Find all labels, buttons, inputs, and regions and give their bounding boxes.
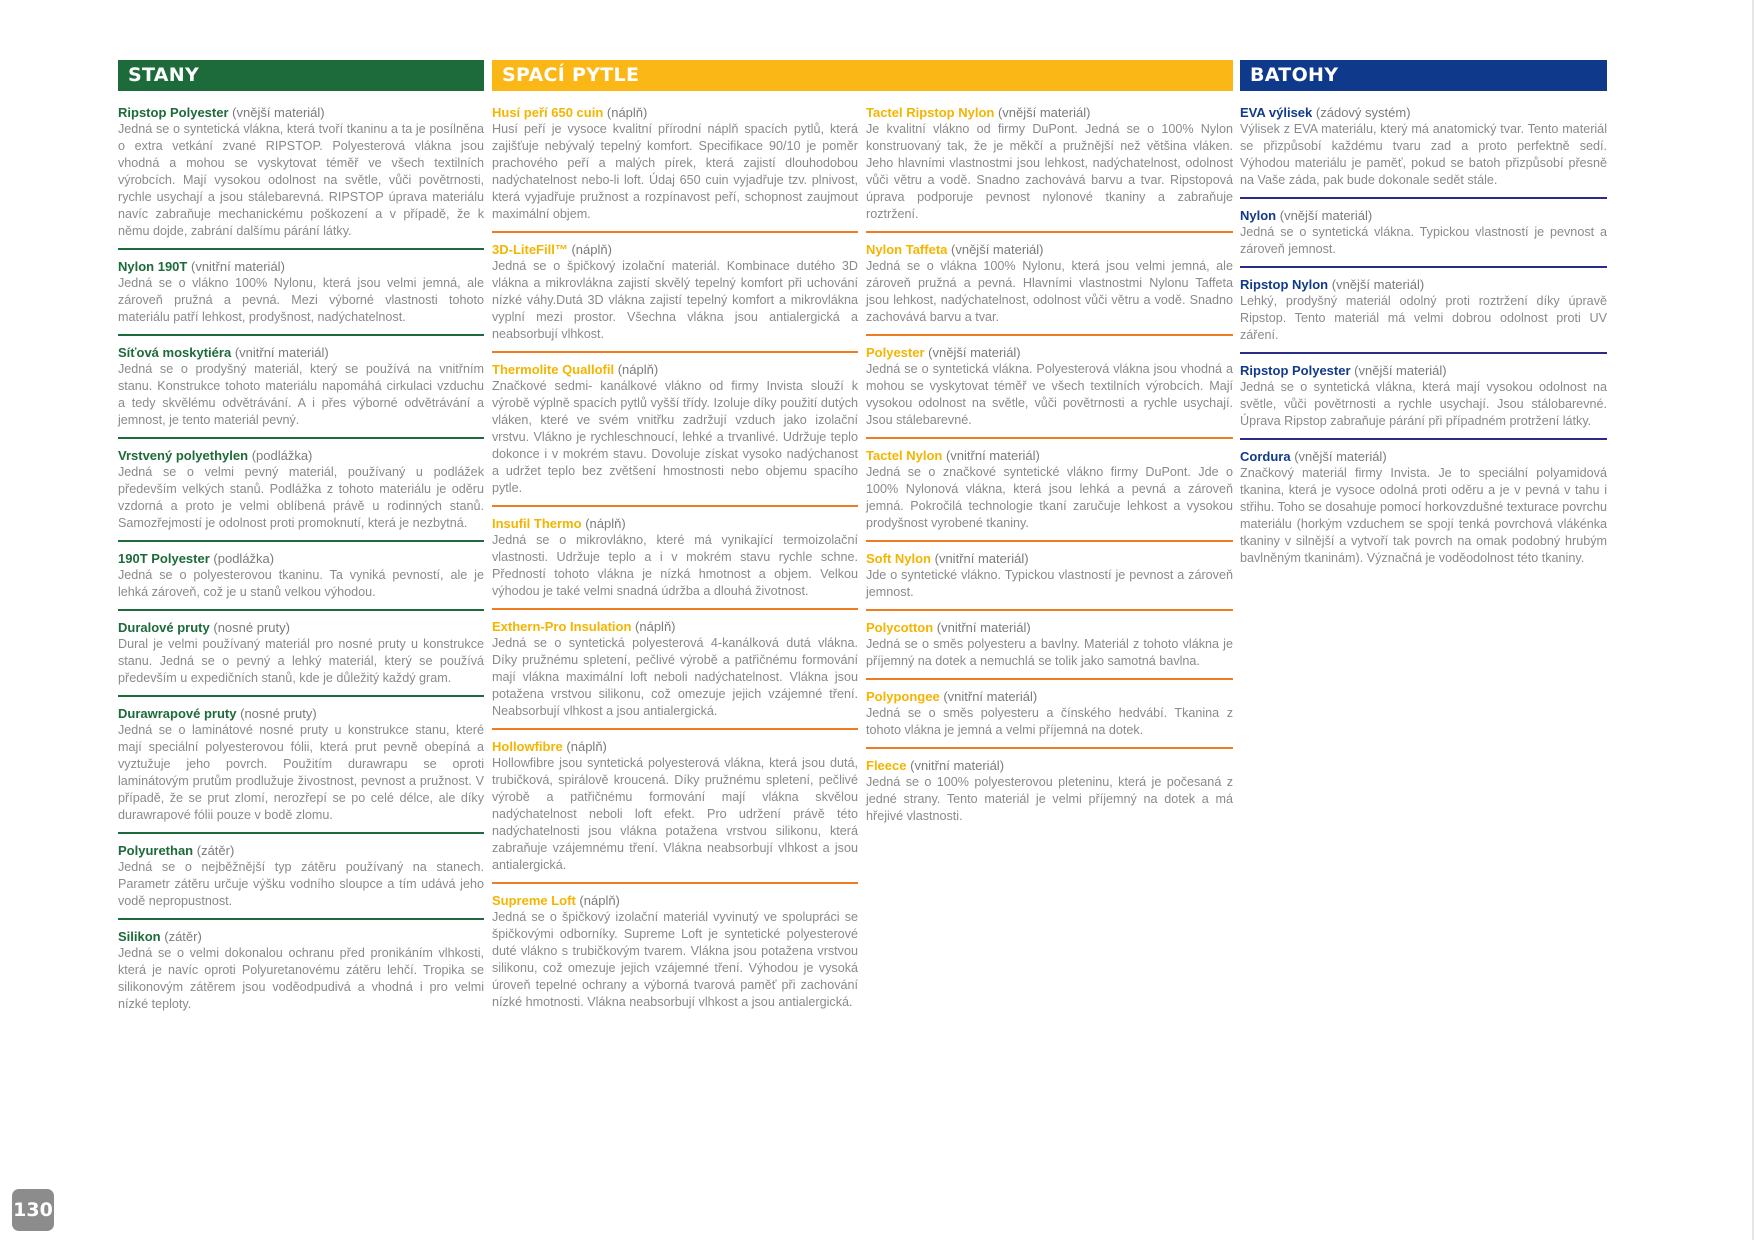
material-type: (zádový systém): [1315, 105, 1411, 120]
material-description: Značkový materiál firmy Invista. Je to speciální polyamidová tkanina, která je vysoce odolná proti oděru a je v pevná v tahu i střihu. Toho se dosahuje pomocí horkovzdušné texturace povrchu materiálu (horkým vzduchem se spojí tenká povrchová vlákénka tkaniny v silnější a vytvoří tak povrch na omak podobný hrubým bavlněným tkaninám). Význačná je voděodolnost této tkaniny.: [1240, 466, 1607, 565]
material-description: Jedná se o prodyšný materiál, který se používá na vnitřním stanu. Konstrukce tohoto materiálu napomáhá cirkulaci vzduchu a tedy skvělému odvětrávání. A i přes výborné odvětrávání a jemnost, je tento materiál pevný.: [118, 362, 484, 427]
material-entry: [866, 447, 1233, 542]
material-type: (náplň): [566, 739, 607, 754]
material-heading: [492, 361, 858, 378]
material-type: (vnější materiál): [1279, 208, 1373, 223]
material-description: Jedná se o velmi dokonalou ochranu před pronikáním vlhkosti, která je navíc oproti Polyuretanovému zátěru lehčí. Tropika se silikonovým zátěrem jsou voděodpudivá a vhodná i pro velmi nízké teploty.: [118, 946, 484, 1011]
material-entry: [1240, 448, 1607, 575]
material-entry: [866, 757, 1233, 833]
material-entry: [1240, 276, 1607, 354]
material-entry: [492, 104, 858, 233]
material-description: Jedná se o směs polyesteru a bavlny. Materiál z tohoto vlákna je příjemný na dotek a nemuchlá se tolik jako samotná bavlna.: [866, 637, 1233, 668]
material-name: Tactel Ripstop Nylon: [866, 105, 995, 120]
material-name: Cordura: [1240, 449, 1291, 464]
material-description: Hollowfibre jsou syntetická polyesterová vlákna, která jsou dutá, trubičková, spirálově kroucená. Díky pružnému spletení, pečlivé výrobě a patřičnému formování mají vlákna skvělou nadýchatelnost neboli loft efekt. Pro udržení právě této nadýchatelnosti jsou vlákna potažena vrstvou silikonu, která zabraňuje vzájemnému tření. Vlákna neabsorbují vlhkost a jsou antialergická.: [492, 756, 858, 872]
material-entry: [118, 928, 484, 1021]
column-spaci-pytle-left: [492, 104, 858, 1027]
material-type: (vnější materiál): [951, 242, 1044, 257]
material-entry: [1240, 362, 1607, 440]
material-description: Lehký, prodyšný materiál odolný proti roztržení díky úpravě Ripstop. Tento materiál má velmi dobrou odolnost proti UV záření.: [1240, 294, 1607, 342]
column-stany: [118, 104, 484, 1029]
material-description: Jedná se o značkové syntetické vlákno firmy DuPont. Jde o 100% Nylonová vlákna, která jsou lehká a pevná a zároveň jemná. Pokročilá technologie tkaní zaručuje lehkost a vysokou prodyšnost vyrobené tkaniny.: [866, 465, 1233, 530]
material-name: Vrstvený polyethylen: [118, 448, 249, 463]
material-heading: [866, 757, 1233, 774]
material-type: (vnější materiál): [1331, 277, 1425, 292]
material-name: Síťová moskytiéra: [118, 345, 232, 360]
material-entry: [118, 104, 484, 250]
material-description: Jedná se o polyesterovou tkaninu. Ta vyniká pevností, ale je lehká zároveň, což je u stanů velkou výhodou.: [118, 568, 484, 599]
material-entry: [1240, 207, 1607, 268]
material-type: (náplň): [585, 516, 626, 531]
material-description: Jedná se o syntetická vlákna, která tvoří tkaninu a ta je posílněna o extra vetkání zvané RIPSTOP. Polyesterová vlákna jsou vhodná a mohou se vyskytovat téměř ve všech textilních výrobcích. Mají vysokou odolnost na světle, vůči povětrnosti, rychle usychají a jsou stálebarevná. RIPSTOP úprava materiálu navíc zabraňuje mechanickému poškození a v případě, že k němu dojde, zabrání dalšímu párání látky.: [118, 122, 484, 238]
material-name: Polyurethan: [118, 843, 194, 858]
material-description: Jedná se o laminátové nosné pruty u konstrukce stanu, které mají speciální polyesterovou fólii, která prut pevně obepíná a vyztužuje jeho povrch. Použitím durawrapu se oproti laminátovým prutům prodlužuje živostnost, pevnost a pružnost. V případě, že se prut zlomí, nerozřepí se po celé délce, ale díky durawrapové fólii pouze v bodě zlomu.: [118, 723, 484, 822]
material-heading: [492, 241, 858, 258]
material-type: (vnitřní materiál): [945, 448, 1040, 463]
material-entry: [118, 550, 484, 611]
material-description: Jedná se o vlákna 100% Nylonu, která jsou velmi jemná, ale zároveň pružná a pevná. Hlavními vlastnostmi Nylonu Taffeta jsou lehkost, nadýchatelnost, odolnost vůči větru a vodě. Snadno zachovává barvu a tvar.: [866, 259, 1233, 324]
material-heading: [118, 928, 484, 945]
material-type: (vnější materiál): [1294, 449, 1387, 464]
material-name: Tactel Nylon: [866, 448, 943, 463]
material-heading: [866, 619, 1233, 636]
material-type: (vnitřní materiál): [190, 259, 285, 274]
material-description: Výlisek z EVA materiálu, který má anatomický tvar. Tento materiál se přizpůsobí každému tvaru zad a proto perfektně sedí. Výhodou materiálu je paměť, pokud se batoh přizpůsobí přesně na Vaše záda, pak bude dokonale sedět stále.: [1240, 122, 1607, 187]
material-description: Jedná se o směs polyesteru a čínského hedvábí. Tkanina z tohoto vlákna je jemná a velmi příjemná na dotek.: [866, 706, 1233, 737]
material-description: Jedná se o syntetická vlákna, která mají vysokou odolnost na světle, vůči povětrnosti a rychle usychají. Jsou stálobarevné. Úprava Ripstop zabraňuje párání při případném protržení látky.: [1240, 380, 1607, 428]
material-type: (nosné pruty): [213, 620, 290, 635]
material-name: Durawrapové pruty: [118, 706, 237, 721]
material-heading: [118, 705, 484, 722]
material-name: Insufil Thermo: [492, 516, 582, 531]
material-heading: [1240, 276, 1607, 293]
material-entry: [118, 842, 484, 920]
material-entry: [492, 738, 858, 884]
material-name: Thermolite Quallofil: [492, 362, 615, 377]
header-spaci-pytle: SPACÍ PYTLE: [492, 60, 1233, 91]
material-name: Exthern-Pro Insulation: [492, 619, 632, 634]
material-entry: [492, 515, 858, 610]
material-entry: [118, 344, 484, 439]
material-entry: [866, 344, 1233, 439]
material-heading: [492, 892, 858, 909]
material-heading: [118, 550, 484, 567]
material-name: Polypongee: [866, 689, 940, 704]
material-description: Jedná se o syntetická polyesterová 4-kanálková dutá vlákna. Díky pružnému spletení, pečlivé výrobě a patřičnému formování mají vlákna maximální loft neboli nadýchatelnost. Vlákna jsou potažena vrstvou silikonu, což omezuje jejich vzájemné tření. Neabsorbují vlhkost a jsou antialergická.: [492, 636, 858, 718]
material-description: Jedná se o 100% polyesterovou pleteninu, která je počesaná z jedné strany. Tento materiál je velmi příjemný na dotek a má hřejivé vlastnosti.: [866, 775, 1233, 823]
material-entry: [118, 258, 484, 336]
material-name: Polycotton: [866, 620, 934, 635]
material-type: (podlážka): [251, 448, 313, 463]
material-entry: [866, 550, 1233, 611]
material-type: (nosné pruty): [240, 706, 317, 721]
material-heading: [492, 515, 858, 532]
material-name: Ripstop Polyester: [1240, 363, 1351, 378]
material-heading: [118, 842, 484, 859]
material-entry: [492, 618, 858, 730]
header-stany: STANY: [118, 60, 484, 91]
material-type: (vnější materiál): [997, 105, 1091, 120]
material-type: (vnitřní materiál): [234, 345, 329, 360]
material-entry: [866, 688, 1233, 749]
material-name: Ripstop Polyester: [118, 105, 229, 120]
material-entry: [492, 241, 858, 353]
material-heading: [866, 241, 1233, 258]
material-description: Jde o syntetické vlákno. Typickou vlastností je pevnost a zároveň jemnost.: [866, 568, 1233, 599]
material-description: Jedná se o syntetická vlákna. Polyesterová vlákna jsou vhodná a mohou se vyskytovat téměř ve všech textilních výrobcích. Mají vysokou odolnost na světle, vůči povětrnosti a rychle usychají. Jsou stálebarevné.: [866, 362, 1233, 427]
material-type: (vnitřní materiál): [943, 689, 1038, 704]
material-heading: [1240, 104, 1607, 121]
material-heading: [118, 619, 484, 636]
material-description: Jedná se o špičkový izolační materiál. Kombinace dutého 3D vlákna a mikrovlákna zajistí skvělý tepelný komfort při uchování nízké váhy.Dutá 3D vlákna zajistí tepelný komfort a mikrovlákna vyplní mezi prostor. Všechna vlákna jsou antialergická a neabsorbují vlhkost.: [492, 259, 858, 341]
material-entry: [118, 705, 484, 834]
material-name: 190T Polyester: [118, 551, 210, 566]
material-heading: [866, 447, 1233, 464]
material-name: Silikon: [118, 929, 161, 944]
material-name: EVA výlisek: [1240, 105, 1313, 120]
material-description: Dural je velmi používaný materiál pro nosné pruty u konstrukce stanu. Jedná se o pevný a lehký materiál, který se používá především u expedičních stanů, kde je důležitý každý gram.: [118, 637, 484, 685]
material-type: (náplň): [606, 105, 648, 120]
material-name: Hollowfibre: [492, 739, 563, 754]
material-description: Jedná se o syntetická vlákna. Typickou vlastností je pevnost a zároveň jemnost.: [1240, 225, 1607, 256]
material-heading: [866, 104, 1233, 121]
material-heading: [1240, 207, 1607, 224]
material-heading: [1240, 362, 1607, 379]
material-name: Ripstop Nylon: [1240, 277, 1329, 292]
material-entry: [866, 241, 1233, 336]
material-type: (vnější materiál): [232, 105, 325, 120]
material-name: Fleece: [866, 758, 907, 773]
column-spaci-pytle-right: [866, 104, 1233, 841]
page-number: 130: [12, 1189, 54, 1231]
header-batohy: BATOHY: [1240, 60, 1607, 91]
material-entry: [1240, 104, 1607, 199]
material-heading: [492, 104, 858, 121]
material-heading: [118, 344, 484, 361]
material-type: (vnitřní materiál): [934, 551, 1029, 566]
material-description: Je kvalitní vlákno od firmy DuPont. Jedná se o 100% Nylon konstruovaný tak, že je měkčí a pružnější než většina vláken. Jeho hlavními vlastnostmi jsou lehkost, nadýchatelnost, odolnost vůči větru a vodě. Snadno zachovává barvu a tvar. Ripstopová úprava podporuje pevnost nylonové tkaniny a zabraňuje roztržení.: [866, 122, 1233, 221]
material-type: (podlážka): [213, 551, 275, 566]
material-entry: [866, 619, 1233, 680]
material-name: Duralové pruty: [118, 620, 210, 635]
material-name: Soft Nylon: [866, 551, 931, 566]
material-description: Jedná se o mikrovlákno, které má vynikající termoizolační vlastnosti. Udržuje teplo a i v mokrém stavu rychle schne. Předností tohoto vlákna je nízká hmotnost a objem. Velkou výhodou je také velmi snadná údržba a dlouhá životnost.: [492, 533, 858, 598]
material-heading: [866, 344, 1233, 361]
material-name: Nylon Taffeta: [866, 242, 948, 257]
material-entry: [492, 892, 858, 1019]
material-type: (náplň): [571, 242, 612, 257]
material-heading: [866, 688, 1233, 705]
column-batohy: [1240, 104, 1607, 583]
material-heading: [866, 550, 1233, 567]
material-description: Jedná se o velmi pevný materiál, používaný u podlážek především velkých stanů. Podlážka z tohoto materiálu je oděru vzdorná a proto je velmi oblíbená právě u rodinných stanů. Samozřejmostí je odolnost proti promoknutí, která je nezbytná.: [118, 465, 484, 530]
material-type: (vnější materiál): [1354, 363, 1447, 378]
material-type: (zátěr): [196, 843, 235, 858]
material-description: Značkové sedmi- kanálkové vlákno od firmy Invista slouží k výrobě výplně spacích pytlů vyšší třídy. Izoluje díky použití dutých vláken, které ve svém vnitřku zadržují vzduch jako izolační vrstvu. Vlákno je rychleschnoucí, lehké a trvanlivé. Udržuje teplo dokonce i v mokrém stavu. Dovoluje získat vysoko nadýchanost a udržet teplo bez zvětšení hmostnosti nebo objemu spacího pytle.: [492, 379, 858, 495]
material-heading: [118, 258, 484, 275]
material-entry: [118, 619, 484, 697]
material-description: Jedná se o vlákno 100% Nylonu, která jsou velmi jemná, ale zároveň pružná a pevná. Mezi výborné vlastnosti tohoto materiálu patří lehkost, prodyšnost, nadýchatelnost.: [118, 276, 484, 324]
material-entry: [866, 104, 1233, 233]
material-entry: [118, 447, 484, 542]
material-heading: [118, 104, 484, 121]
material-type: (vnější materiál): [928, 345, 1021, 360]
material-name: Nylon: [1240, 208, 1277, 223]
material-type: (náplň): [579, 893, 620, 908]
material-name: Supreme Loft: [492, 893, 576, 908]
material-description: Jedná se o špičkový izolační materiál vyvinutý ve spolupráci se špičkovými odborníky. Supreme Loft je syntetické polyesterové duté vlákno s trubičkovým tvarem. Vlákna jsou potažena vrstvou silikonu, což omezuje jejich vzájemné tření. Výhodou je vysoká úroveň tepelné ochrany a výborná tvarová paměť při zachování nízké hmotnosti. Vlákna neabsorbují vlhkost a jsou antialergická.: [492, 910, 858, 1009]
material-name: 3D-LiteFill™: [492, 242, 568, 257]
material-description: Jedná se o nejběžnější typ zátěru používaný na stanech. Parametr zátěru určuje výšku vodního sloupce a tím udává jeho vodě nepropustnost.: [118, 860, 484, 908]
material-name: Nylon 190T: [118, 259, 188, 274]
material-type: (zátěr): [164, 929, 202, 944]
material-entry: [492, 361, 858, 507]
material-type: (náplň): [617, 362, 659, 377]
material-type: (vnitřní materiál): [936, 620, 1031, 635]
material-name: Polyester: [866, 345, 925, 360]
material-name: Husí peří 650 cuin: [492, 105, 604, 120]
material-description: Husí peří je vysoce kvalitní přírodní náplň spacích pytlů, která zajišťuje nebývalý tepelný komfort. Specifikace 90/10 je poměr prachového peří a malých pírek, která zajistí dlouhodobou nadýchatelnost nebo-li loft. Údaj 650 cuin vyjadřuje tzv. plnivost, která vyjadřuje pružnost a rozpínavost peří, schopnost zaujmout maximální objem.: [492, 122, 858, 221]
material-heading: [1240, 448, 1607, 465]
material-heading: [492, 618, 858, 635]
material-heading: [492, 738, 858, 755]
material-type: (vnitřní materiál): [910, 758, 1005, 773]
material-heading: [118, 447, 484, 464]
material-type: (náplň): [635, 619, 676, 634]
